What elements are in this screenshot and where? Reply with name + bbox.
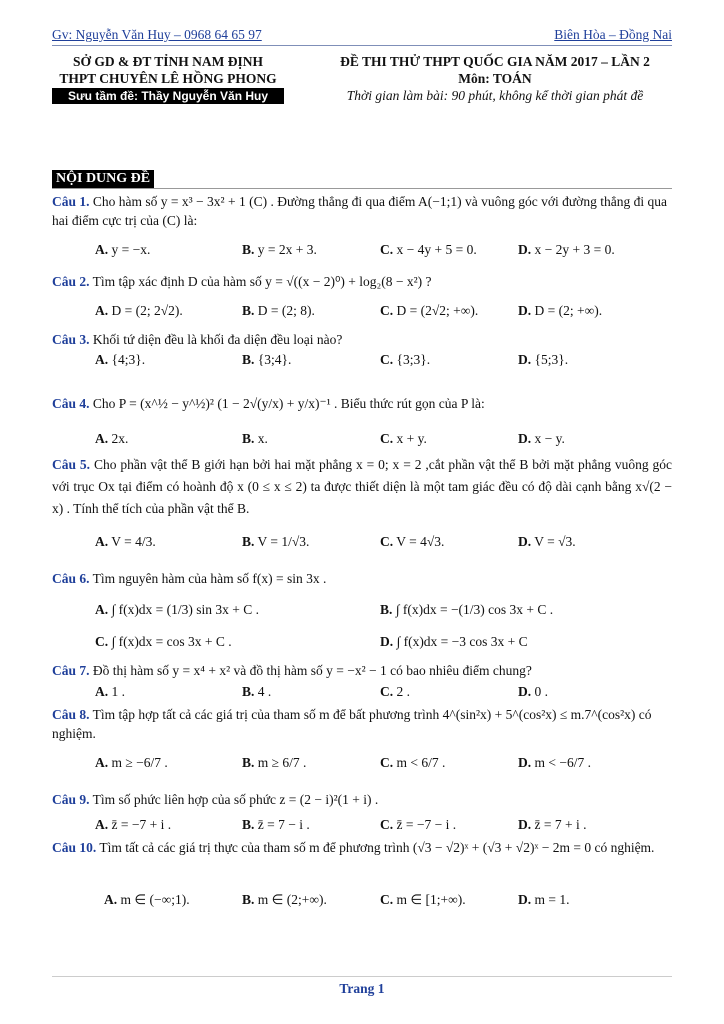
- exam-title: ĐỀ THI THỬ THPT QUỐC GIA NĂM 2017 – LẦN 2: [340, 54, 650, 69]
- question-5: [52, 454, 672, 520]
- footer-divider: [52, 976, 672, 977]
- option-d: D. x − y.: [518, 431, 565, 446]
- question-4: [52, 394, 672, 413]
- option-a: A. V = 4/3.: [95, 534, 156, 549]
- location-info: Biên Hòa – Đồng Nai: [554, 27, 672, 42]
- option-c: C. m ∈ [1;+∞).: [380, 892, 466, 907]
- question-text: Khối tứ diện đều là khối đa diện đều loại nào?: [92, 332, 343, 347]
- option-d: D. {5;3}.: [518, 352, 569, 367]
- question-number: Câu 5.: [52, 457, 91, 472]
- org-line-2: THPT CHUYÊN LÊ HỒNG PHONG: [59, 71, 277, 86]
- option-a: A. 1 .: [95, 684, 125, 699]
- question-text: Đồ thị hàm số y = x⁴ + x² và đồ thị hàm số y = −x² − 1 có bao nhiêu điểm chung?: [92, 663, 532, 678]
- option-b: B. 4 .: [242, 684, 272, 699]
- option-a: A. z̄ = −7 + i .: [95, 817, 172, 832]
- option-b: B. z̄ = 7 − i .: [242, 817, 310, 832]
- option-a: A. m ∈ (−∞;1).: [104, 892, 190, 907]
- question-text: Cho hàm số y = x³ − 3x² + 1 (C) . Đường thẳng đi qua điểm A(−1;1) và vuông góc với đường thẳng đi qua hai điểm cực trị của (C) là:: [52, 194, 667, 228]
- question-8: [52, 705, 672, 743]
- option-d: D. m = 1.: [518, 892, 570, 907]
- option-d: D. z̄ = 7 + i .: [518, 817, 587, 832]
- question-number: Câu 6.: [52, 571, 90, 586]
- option-d: D. V = √3.: [518, 534, 576, 549]
- option-c: C. ∫ f(x)dx = cos 3x + C .: [95, 634, 232, 649]
- option-c: C. V = 4√3.: [380, 534, 445, 549]
- question-number: Câu 1.: [52, 194, 90, 209]
- question-6: [52, 569, 672, 588]
- option-c: C. m < 6/7 .: [380, 755, 446, 770]
- option-c: C. x + y.: [380, 431, 427, 446]
- author-info: Gv: Nguyễn Văn Huy – 0968 64 65 97: [52, 27, 262, 42]
- section-title: NỘI DUNG ĐỀ: [52, 170, 154, 188]
- option-a: A. y = −x.: [95, 242, 151, 257]
- question-text: Tìm tất cả các giá trị thực của tham số m để phương trình (√3 − √2)ˣ + (√3 + √2)ˣ − 2m = 0 có nghiệm.: [99, 840, 655, 855]
- question-text: Cho P = (x^½ − y^½)² (1 − 2√(y/x) + y/x)⁻¹ . Biểu thức rút gọn của P là:: [92, 396, 485, 411]
- question-number: Câu 2.: [52, 274, 90, 289]
- question-10: [52, 835, 672, 860]
- question-number: Câu 8.: [52, 707, 90, 722]
- option-a: A. {4;3}.: [95, 352, 146, 367]
- option-b: B. y = 2x + 3.: [242, 242, 317, 257]
- question-9: [52, 790, 672, 809]
- exam-subject: Môn: TOÁN: [458, 71, 532, 86]
- question-7: [52, 661, 672, 680]
- option-a: A. m ≥ −6/7 .: [95, 755, 168, 770]
- option-b: B. x.: [242, 431, 268, 446]
- question-text: Tìm tập hợp tất cả các giá trị của tham số m để bất phương trình 4^(sin²x) + 5^(cos²x) ≤ m.7^(cos²x) có nghiệm.: [52, 707, 652, 741]
- option-b: B. ∫ f(x)dx = −(1/3) cos 3x + C .: [380, 602, 554, 617]
- question-text: Tìm nguyên hàm của hàm số f(x) = sin 3x .: [92, 571, 327, 586]
- option-c: C. z̄ = −7 − i .: [380, 817, 457, 832]
- option-c: C. x − 4y + 5 = 0.: [380, 242, 477, 257]
- section-divider: [52, 188, 672, 189]
- option-a: A. 2x.: [95, 431, 129, 446]
- option-c: C. 2 .: [380, 684, 410, 699]
- option-a: A. ∫ f(x)dx = (1/3) sin 3x + C .: [95, 602, 260, 617]
- option-b: B. {3;4}.: [242, 352, 292, 367]
- question-1: [52, 192, 672, 230]
- option-c: C. {3;3}.: [380, 352, 431, 367]
- org-line-1: SỞ GD & ĐT TỈNH NAM ĐỊNH: [72, 54, 264, 69]
- question-number: Câu 3.: [52, 332, 90, 347]
- option-b: B. m ∈ (2;+∞).: [242, 892, 327, 907]
- question-2: [52, 272, 672, 291]
- question-text: Tìm tập xác định D của hàm số y = √((x − 2)⁰) + log₂(8 − x²) ?: [92, 274, 432, 289]
- option-a: A. D = (2; 2√2).: [95, 303, 183, 318]
- option-d: D. x − 2y + 3 = 0.: [518, 242, 615, 257]
- question-number: Câu 10.: [52, 840, 97, 855]
- option-b: B. m ≥ 6/7 .: [242, 755, 307, 770]
- option-d: D. D = (2; +∞).: [518, 303, 603, 318]
- option-c: C. D = (2√2; +∞).: [380, 303, 479, 318]
- option-d: D. ∫ f(x)dx = −3 cos 3x + C: [380, 634, 528, 649]
- option-b: B. D = (2; 8).: [242, 303, 315, 318]
- org-line-3: Sưu tầm đề: Thầy Nguyễn Văn Huy: [52, 88, 284, 104]
- exam-time: Thời gian làm bài: 90 phút, không kể thời gian phát đề: [346, 88, 644, 103]
- header-divider: [52, 45, 672, 46]
- option-b: B. V = 1/√3.: [242, 534, 310, 549]
- question-number: Câu 9.: [52, 792, 90, 807]
- option-d: D. m < −6/7 .: [518, 755, 591, 770]
- page-number: Trang 1: [339, 981, 385, 996]
- question-text: Tìm số phức liên hợp của số phức z = (2 − i)²(1 + i) .: [92, 792, 379, 807]
- question-3: [52, 330, 672, 349]
- option-d: D. 0 .: [518, 684, 548, 699]
- question-number: Câu 7.: [52, 663, 90, 678]
- question-number: Câu 4.: [52, 396, 90, 411]
- question-text: Cho phần vật thể B giới hạn bởi hai mặt phẳng x = 0; x = 2 ,cắt phần vật thể B bởi mặt phẳng vuông góc với trục Ox tại điểm có hoành độ x (0 ≤ x ≤ 2) ta được thiết diện là một tam giác đều có độ dài cạnh bằng x√(2 − x) . Tính thể tích của phần vật thể B.: [52, 457, 672, 516]
